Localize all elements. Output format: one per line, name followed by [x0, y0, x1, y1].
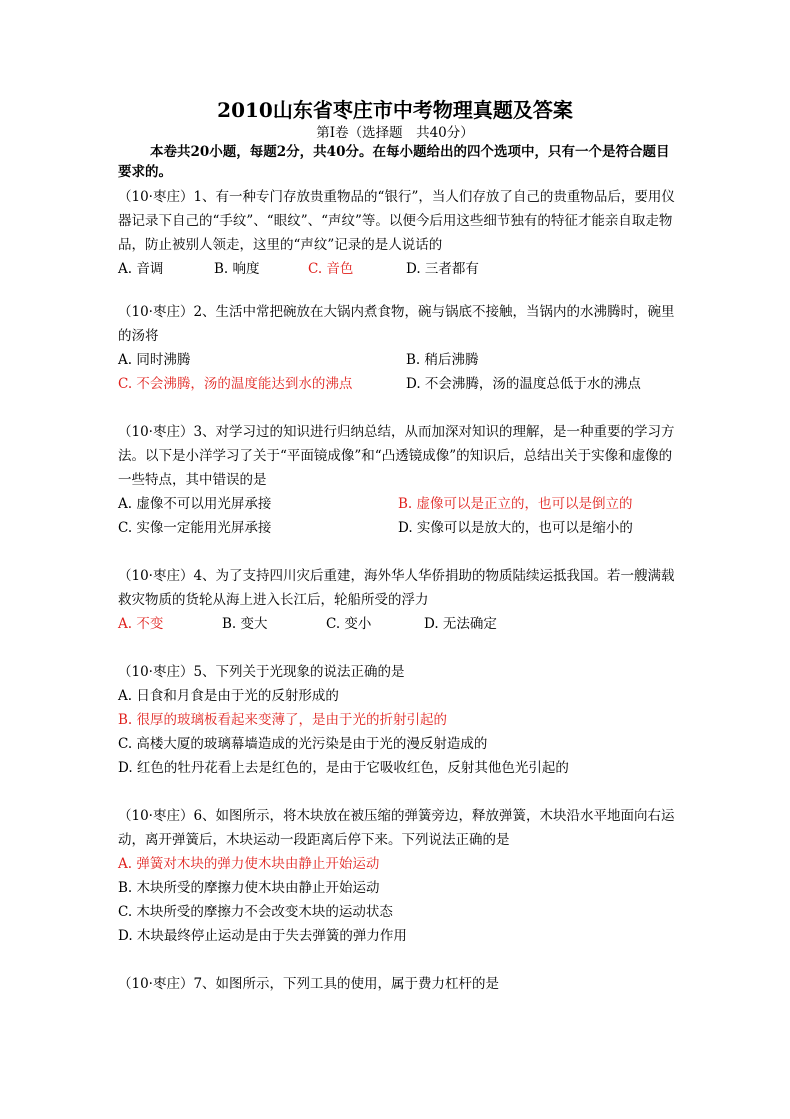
options-row: [118, 492, 678, 516]
option-a: A. 日食和月食是由于光的反射形成的: [118, 688, 339, 704]
option-d: D. 不会沸腾，汤的温度总低于水的沸点: [406, 376, 641, 392]
option-a-answer: A. 不变: [118, 616, 164, 632]
option-a-answer: A. 弹簧对木块的弹力使木块由静止开始运动: [118, 856, 380, 872]
question-5: [118, 660, 678, 780]
question-stem: （10·枣庄）7、如图所示，下列工具的使用，属于费力杠杆的是: [118, 976, 500, 992]
option-d: D. 红色的牡丹花看上去是红色的，是由于它吸收红色，反射其他色光引起的: [118, 760, 569, 776]
option-a: A. 虚像不可以用光屏承接: [118, 496, 272, 512]
question-6: [118, 804, 678, 948]
question-stem: （10·枣庄）3、对学习过的知识进行归纳总结，从而加深对知识的理解，是一种重要的学习方法。以下是小洋学习了关于“平面镜成像”和“凸透镜成像”的知识后，总结出关于实像和虚像的一些特点，其中错误的是: [118, 424, 675, 488]
section-subtitle: 第Ⅰ卷（选择题 共40分）: [316, 125, 474, 141]
option-d: D. 三者都有: [406, 261, 479, 277]
question-stem: （10·枣庄）5、下列关于光现象的说法正确的是: [118, 664, 405, 680]
option-a: A. 同时沸腾: [118, 352, 191, 368]
options-row: [118, 516, 678, 540]
option-c-answer: C. 音色: [308, 261, 354, 277]
option-b: B. 响度: [214, 261, 260, 277]
question-stem: （10·枣庄）1、有一种专门存放贵重物品的“银行”，当人们存放了自己的贵重物品后，要用仪器记录下自己的“手纹”、“眼纹”、“声纹”等。以便今后用这些细节独有的特征才能亲自取走物品，防止被别人领走，这里的“声纹”记录的是人说话的: [118, 189, 675, 253]
option-d: D. 无法确定: [424, 616, 497, 632]
options-row: [118, 348, 678, 372]
question-stem: （10·枣庄）2、生活中常把碗放在大锅内煮食物，碗与锅底不接触，当锅内的水沸腾时，碗里的汤将: [118, 304, 675, 344]
options-row: [118, 372, 678, 396]
option-c: C. 木块所受的摩擦力不会改变木块的运动状态: [118, 904, 393, 920]
option-c: C. 实像一定能用光屏承接: [118, 520, 272, 536]
question-7: [118, 972, 678, 996]
options-row: [118, 257, 678, 281]
question-3: [118, 420, 678, 540]
option-d: D. 木块最终停止运动是由于失去弹簧的弹力作用: [118, 928, 407, 944]
question-2: [118, 300, 678, 396]
question-stem: （10·枣庄）6、如图所示，将木块放在被压缩的弹簧旁边，释放弹簧，木块沿水平地面向右运动，离开弹簧后，木块运动一段距离后停下来。下列说法正确的是: [118, 808, 675, 848]
option-d: D. 实像可以是放大的，也可以是缩小的: [398, 520, 633, 536]
options-row: [118, 612, 678, 636]
option-c: C. 高楼大厦的玻璃幕墙造成的光污染是由于光的漫反射造成的: [118, 736, 488, 752]
option-c: C. 变小: [326, 616, 372, 632]
page-title: 2010山东省枣庄市中考物理真题及答案: [217, 98, 573, 122]
option-b: B. 变大: [222, 616, 268, 632]
question-stem: （10·枣庄）4、为了支持四川灾后重建，海外华人华侨捐助的物质陆续运抵我国。若一艘满载救灾物质的货轮从海上进入长江后，轮船所受的浮力: [118, 568, 675, 608]
option-b-answer: B. 虚像可以是正立的，也可以是倒立的: [398, 496, 633, 512]
option-b: B. 稍后沸腾: [406, 352, 479, 368]
question-4: [118, 564, 678, 636]
question-1: [118, 185, 678, 281]
option-b-answer: B. 很厚的玻璃板看起来变薄了，是由于光的折射引起的: [118, 712, 448, 728]
option-c-answer: C. 不会沸腾，汤的温度能达到水的沸点: [118, 376, 353, 392]
option-a: A. 音调: [118, 261, 164, 277]
option-b: B. 木块所受的摩擦力使木块由静止开始运动: [118, 880, 380, 896]
section-instructions: 本卷共20小题，每题2分，共40分。在每小题给出的四个选项中，只有一个是符合题目要求的。: [118, 144, 670, 180]
